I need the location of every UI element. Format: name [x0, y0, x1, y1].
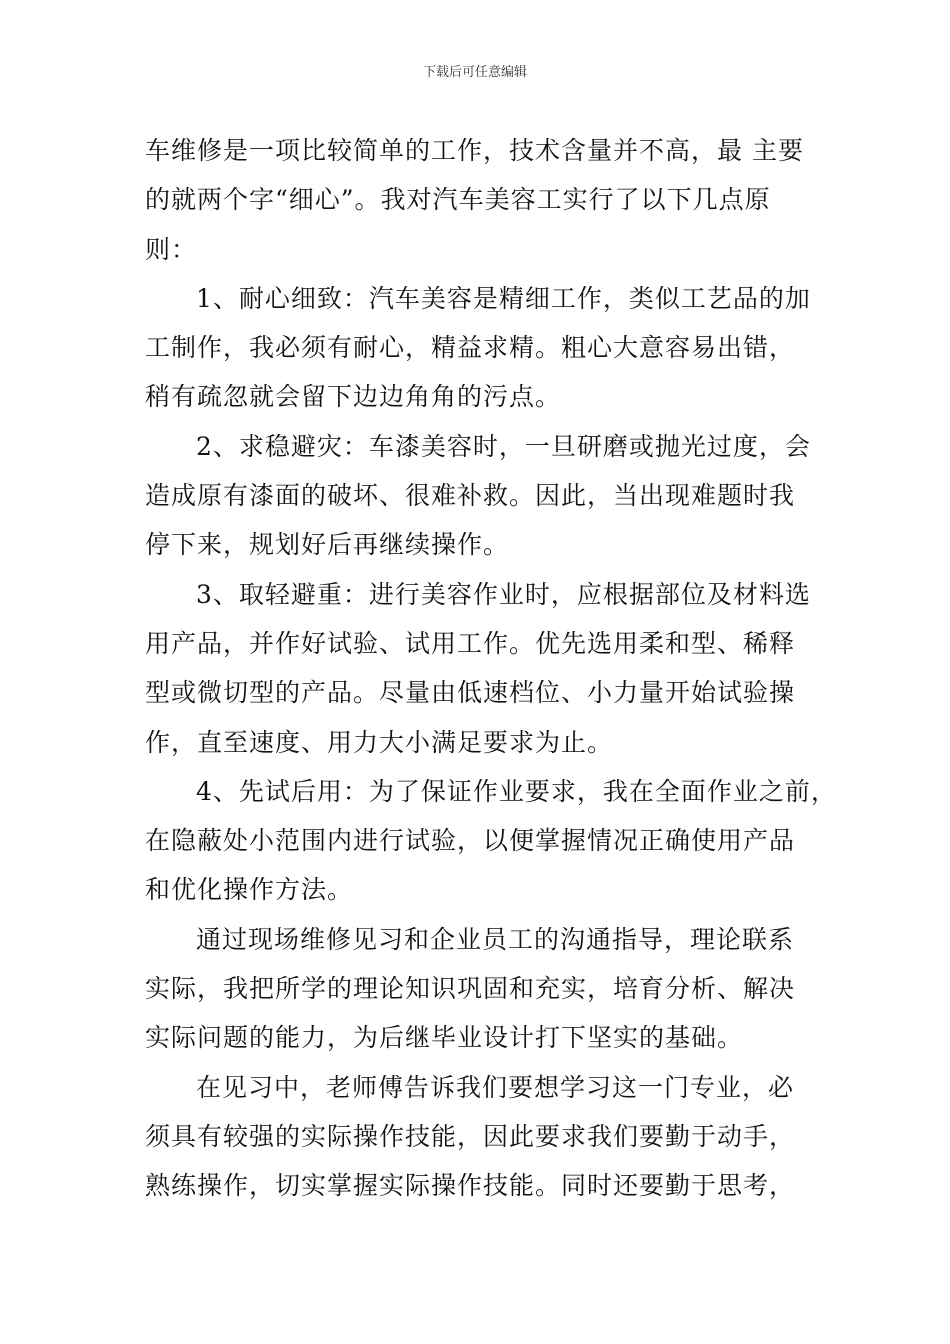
text-line: 实际，我把所学的理论知识巩固和充实，培育分析、解决 — [145, 974, 796, 1004]
text-line: 工制作，我必须有耐心，精益求精。粗心大意容易出错， — [145, 333, 796, 363]
text-line: 3、取轻避重：进行美容作业时，应根据部位及材料选 — [196, 579, 811, 609]
text-line: 和优化操作方法。 — [145, 875, 354, 905]
text-line: 停下来，规划好后再继续操作。 — [145, 530, 510, 560]
text-line: 的就两个字“细心”。我对汽车美容工实行了以下几点原 — [145, 185, 771, 215]
text-line: 则： — [145, 234, 198, 264]
text-line: 1、耐心细致：汽车美容是精细工作，类似工艺品的加 — [196, 283, 811, 313]
text-line: 2、求稳避灾：车漆美容时，一旦研磨或抛光过度，会 — [196, 431, 811, 461]
text-line: 作，直至速度、用力大小满足要求为止。 — [145, 727, 614, 757]
document-body — [145, 126, 837, 1211]
text-line: 型或微切型的产品。尽量由低速档位、小力量开始试验操 — [145, 678, 796, 708]
text-line: 通过现场维修见习和企业员工的沟通指导，理论联系 — [196, 924, 795, 954]
text-line: 稍有疏忽就会留下边边角角的污点。 — [145, 382, 562, 412]
text-line: 在隐蔽处小范围内进行试验，以便掌握情况正确使用产品 — [145, 826, 796, 856]
text-line: 熟练操作，切实掌握实际操作技能。同时还要勤于思考， — [145, 1171, 796, 1201]
text-line: 须具有较强的实际操作技能，因此要求我们要勤于动手， — [145, 1121, 796, 1151]
text-line: 实际问题的能力，为后继毕业设计打下坚实的基础。 — [145, 1023, 744, 1053]
text-line: 用产品，并作好试验、试用工作。优先选用柔和型、稀释 — [145, 628, 796, 658]
page-header-note: 下载后可任意编辑 — [422, 65, 527, 80]
text-line: 在见习中，老师傅告诉我们要想学习这一门专业，必 — [196, 1072, 795, 1102]
text-line: 造成原有漆面的破坏、很难补救。因此，当出现难题时我 — [145, 481, 796, 511]
text-line: 车维修是一项比较简单的工作，技术含量并不高，最 主要 — [145, 136, 804, 165]
text-line: 4、先试后用：为了保证作业要求，我在全面作业之前， — [196, 776, 837, 806]
